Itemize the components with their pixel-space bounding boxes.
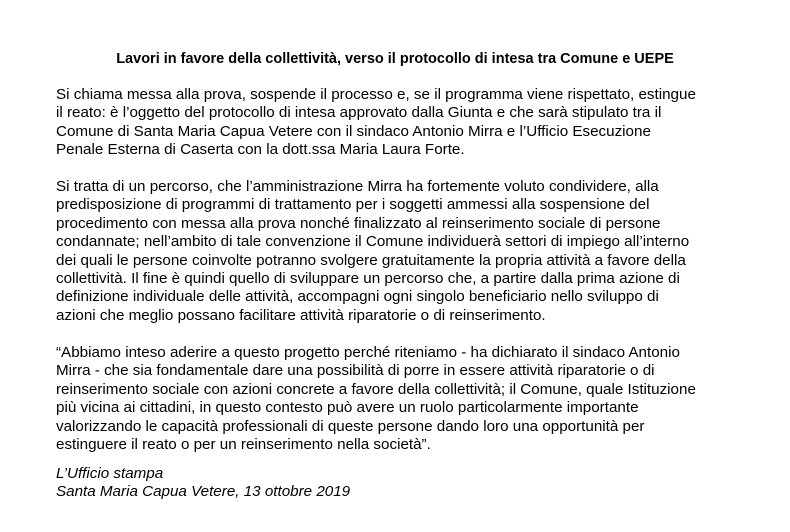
paragraph-line: condannate; nell’ambito di tale convenzione il Comune individuerà settori di impiego all’interno — [56, 233, 690, 251]
paragraph-line: Si tratta di un percorso, che l’amministrazione Mirra ha fortemente voluto condividere, alla — [56, 178, 659, 195]
paragraph-line: più vicina ai cittadini, in questo contesto può avere un ruolo particolarmente importante — [56, 399, 639, 417]
paragraph-line: reinserimento sociale con azioni concrete a favore della collettività; il Comune, quale Istituzione — [56, 380, 696, 398]
paragraph-1 — [56, 86, 746, 160]
paragraph-line: dei quali le persone coinvolte potranno svolgere gratuitamente la propria attività a favore della — [56, 251, 686, 269]
document-title: Lavori in favore della collettività, verso il protocollo di intesa tra Comune e UEPE — [116, 51, 674, 67]
paragraph-line: Mirra - che sia fondamentale dare una possibilità di porre in essere attività riparatorie o di — [56, 362, 655, 380]
paragraph-line: Comune di Santa Maria Capua Vetere con il sindaco Antonio Mirra e l’Ufficio Esecuzione — [56, 122, 651, 140]
signature-place-date: Santa Maria Capua Vetere, 13 ottobre 2019 — [56, 483, 351, 501]
paragraph-line: predisposizione di programmi di trattamento per i soggetti ammessi alla sospensione del — [56, 196, 650, 214]
paragraph-line: valorizzando le capacità professionali di queste persone dando loro una opportunità per — [56, 417, 645, 435]
paragraph-line: Si chiama messa alla prova, sospende il processo e, se il programma viene rispettato, estingue — [56, 86, 696, 103]
paragraph-line: Penale Esterna di Caserta con la dott.ssa Maria Laura Forte. — [56, 141, 465, 159]
paragraph-line: collettività. Il fine è quindi quello di sviluppare un percorso che, a partire dalla prima azione di — [56, 270, 680, 288]
signature-block — [56, 465, 746, 502]
paragraph-line: definizione individuale delle attività, accompagni ogni singolo beneficiario nello sviluppo di — [56, 288, 659, 306]
paragraph-line: procedimento con messa alla prova nonché finalizzato al reinserimento sociale di persone — [56, 214, 661, 232]
paragraph-2 — [56, 178, 746, 325]
signature-office: L’Ufficio stampa — [56, 465, 164, 482]
paragraph-line: il reato: è l’oggetto del protocollo di intesa approvato dalla Giunta e che sarà stipulato tra il — [56, 104, 662, 122]
paragraph-line: estinguere il reato o per un reinserimento nella società”. — [56, 436, 431, 454]
paragraph-3-quote — [56, 344, 746, 454]
paragraph-line: azioni che meglio possano facilitare attività riparatorie o di reinserimento. — [56, 306, 546, 324]
paragraph-line: “Abbiamo inteso aderire a questo progetto perché riteniamo - ha dichiarato il sindaco Antonio — [56, 344, 680, 361]
